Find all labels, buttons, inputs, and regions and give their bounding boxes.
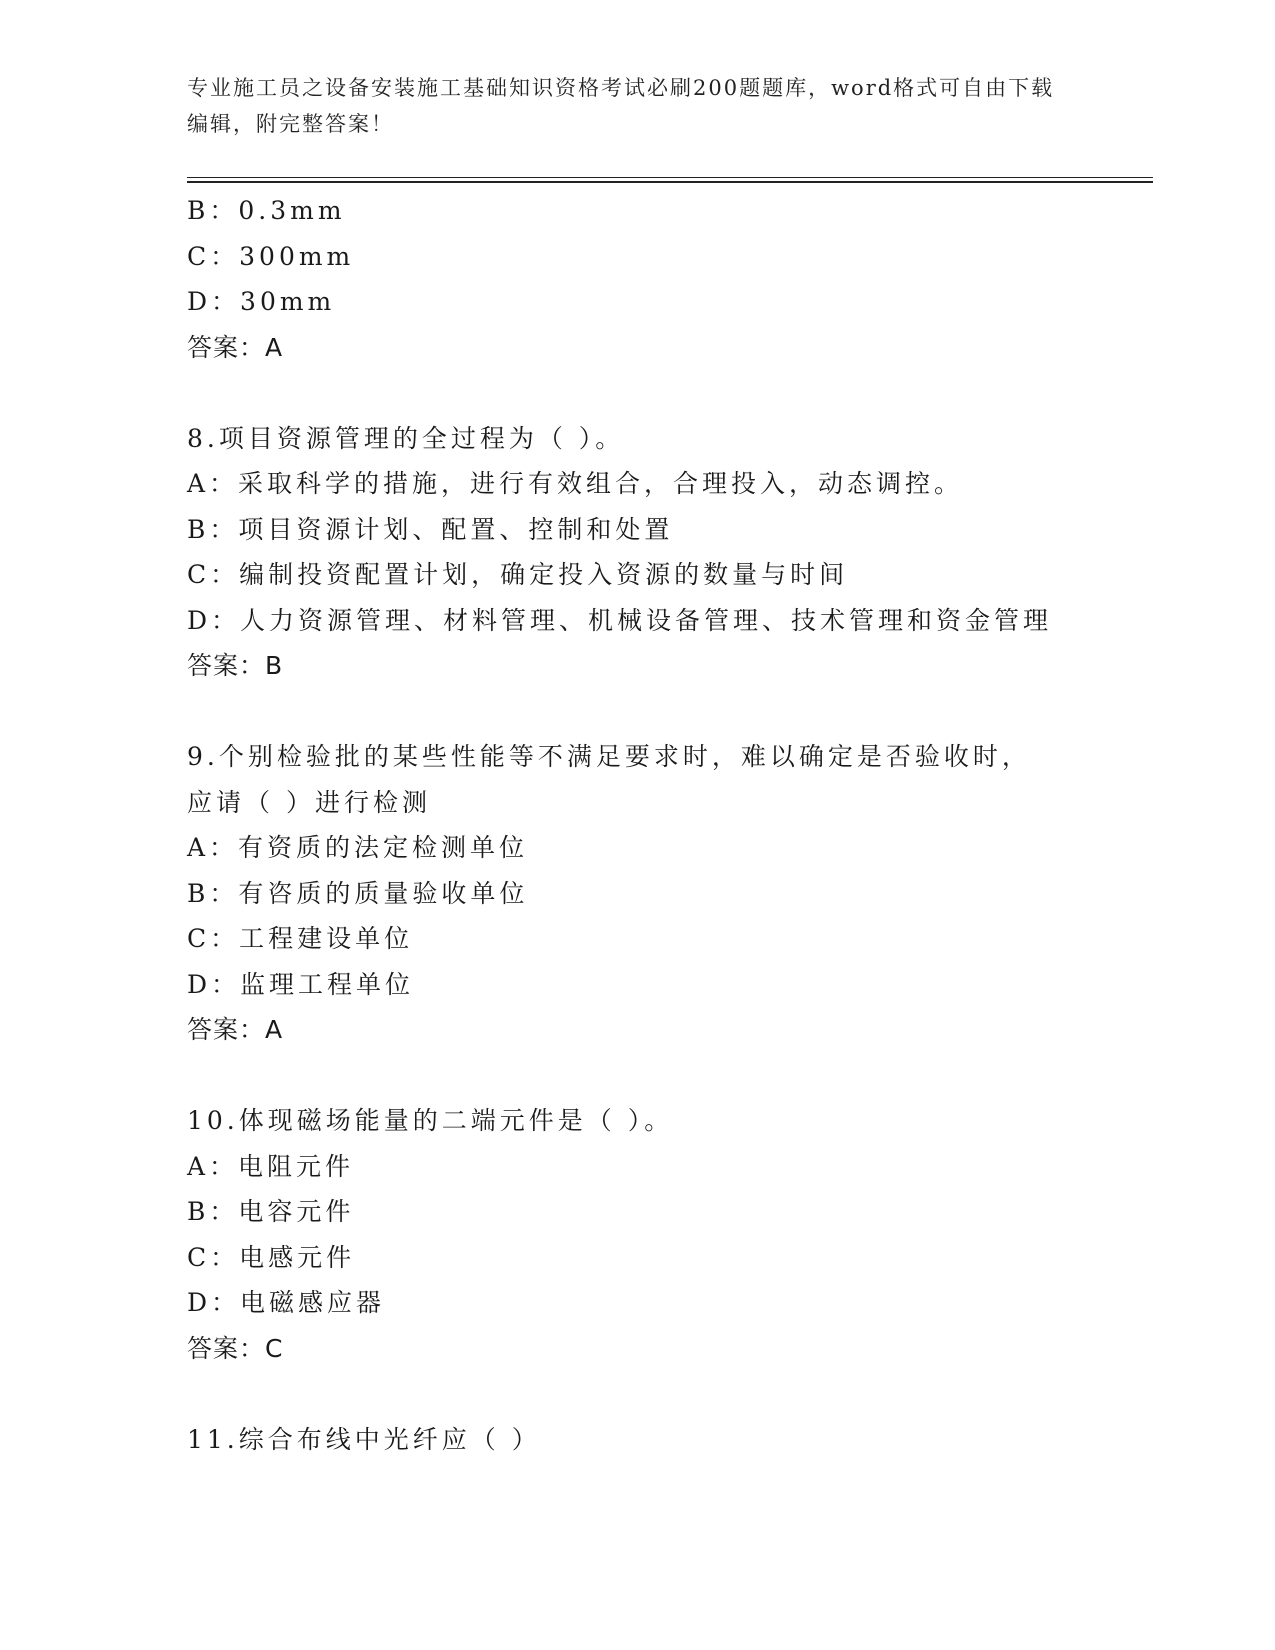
spacer bbox=[187, 370, 1087, 416]
option-b: B：有咨质的质量验收单位 bbox=[187, 878, 529, 908]
answer-line: 答案：A bbox=[187, 1015, 284, 1044]
option-a: A：有资质的法定检测单位 bbox=[187, 833, 529, 862]
question-9 bbox=[187, 734, 1087, 1053]
option-d: D：监理工程单位 bbox=[187, 969, 415, 999]
option-b: B：0.3mm bbox=[187, 196, 346, 225]
question-stem: 9.个别检验批的某些性能等不满足要求时，难以确定是否验收时，应请（ ）进行检测 bbox=[187, 742, 1031, 817]
option-c: C：编制投资配置计划，确定投入资源的数量与时间 bbox=[187, 560, 849, 589]
answer-line: 答案：C bbox=[187, 1333, 284, 1363]
option-d: D：30mm bbox=[187, 287, 336, 316]
option-d: D：电磁感应器 bbox=[187, 1288, 386, 1317]
question-11 bbox=[187, 1417, 1087, 1463]
question-stem: 11.综合布线中光纤应（ ） bbox=[187, 1424, 541, 1454]
header-rule-thick bbox=[187, 181, 1153, 183]
spacer bbox=[187, 1371, 1087, 1417]
header-rule-thin bbox=[187, 177, 1153, 178]
option-a: A：采取科学的措施，进行有效组合，合理投入，动态调控。 bbox=[187, 469, 964, 498]
option-c: C：工程建设单位 bbox=[187, 924, 414, 953]
answer-line: 答案：B bbox=[187, 651, 284, 680]
option-d: D：人力资源管理、材料管理、机械设备管理、技术管理和资金管理 bbox=[187, 605, 1053, 635]
option-a: A：电阻元件 bbox=[187, 1151, 355, 1181]
answer-line: 答案：A bbox=[187, 332, 284, 362]
document-header: 专业施工员之设备安装施工基础知识资格考试必刷200题题库，word格式可自由下载编辑，附完整答案！ bbox=[187, 76, 1055, 136]
option-c: C：电感元件 bbox=[187, 1242, 356, 1272]
previous-question-tail bbox=[187, 188, 1087, 370]
question-content bbox=[187, 188, 1087, 1462]
option-b: B：电容元件 bbox=[187, 1197, 355, 1226]
question-10 bbox=[187, 1098, 1087, 1371]
question-stem: 10.体现磁场能量的二端元件是（ ）。 bbox=[187, 1106, 674, 1135]
question-stem: 8.项目资源管理的全过程为（ ）。 bbox=[187, 423, 625, 453]
option-c: C：300mm bbox=[187, 241, 355, 271]
spacer bbox=[187, 689, 1087, 735]
option-b: B：项目资源计划、配置、控制和处置 bbox=[187, 514, 674, 544]
question-8 bbox=[187, 416, 1087, 689]
spacer bbox=[187, 1053, 1087, 1099]
